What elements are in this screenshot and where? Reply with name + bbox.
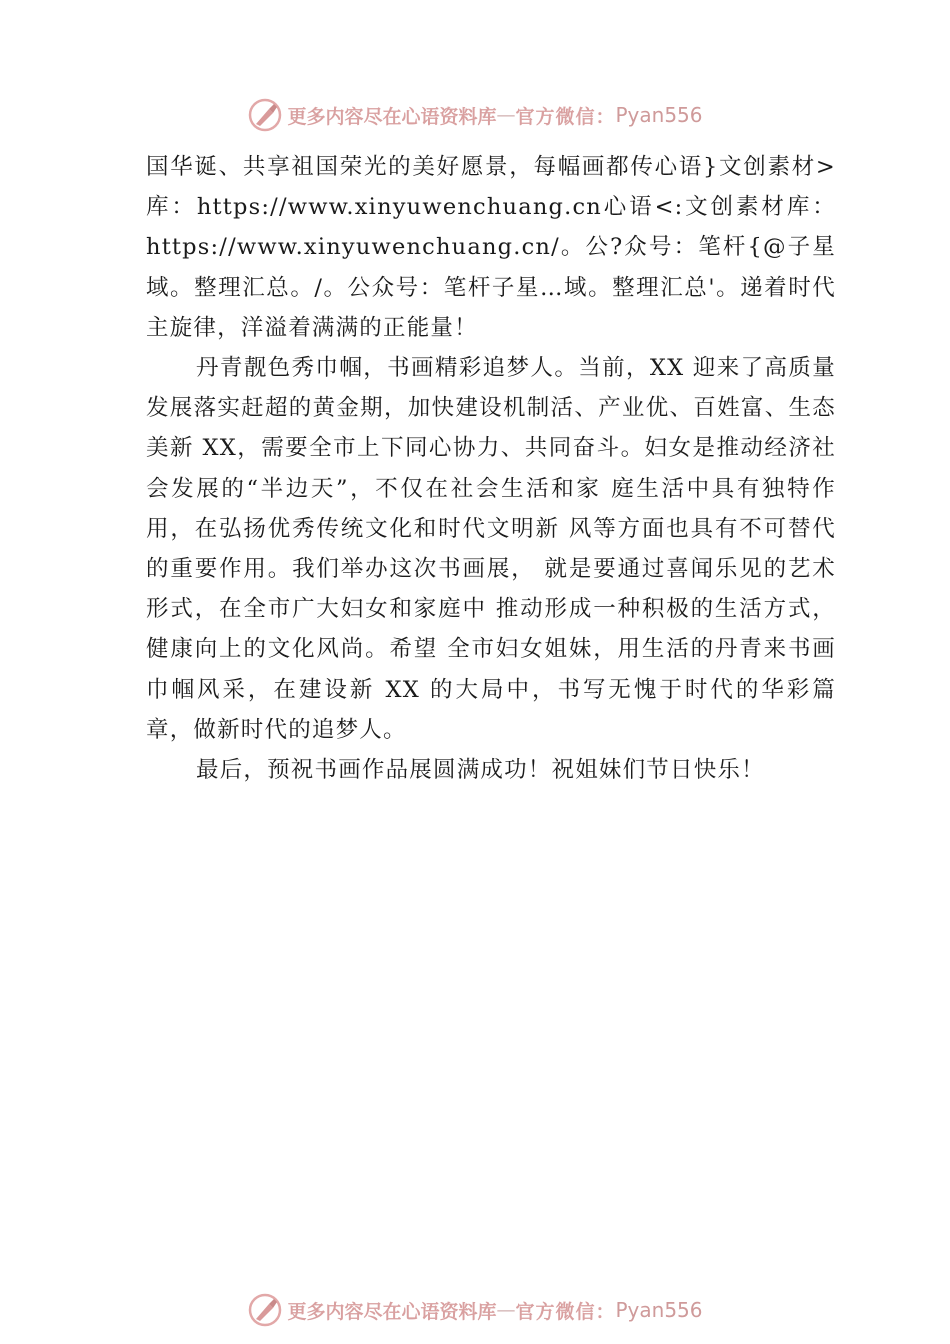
paragraph-1: 国华诞、共享祖国荣光的美好愿景，每幅画都传心语}文创素材>库：https://www.xinyuwenchuang.cn心语<:文创素材库：https://www.xinyuwenchuang.cn/。公?众号：笔杆{@子星域。整理汇总。/。公众号：笔杆子星…域。整理汇总'。递着时代主旋律，洋溢着满满的正能量！ xyxy=(146,154,836,341)
pen-nib-icon xyxy=(247,1292,283,1328)
paragraph-2: 丹青靓色秀巾帼，书画精彩追梦人。当前，XX 迎来了高质量发展落实赶超的黄金期，加快建设机制活、产业优、百姓富、生态美新 XX，需要全市上下同心协力、共同奋斗。妇女是推动经济社会发展的“半边天”，不仅在社会生活和家 庭生活中具有独特作用，在弘扬优秀传统文化和时代文明新 风等方面也具有不可替代的重要作用。我们举办这次书画展， 就是要通过喜闻乐见的艺术形式，在全市广大妇女和家庭中 推动形成一种积极的生活方式，健康向上的文化风尚。希望 全市妇女姐妹，用生活的丹青来书画巾帼风采，在建设新 XX 的大局中，书写无愧于时代的华彩篇章，做新时代的追梦人。 xyxy=(146,355,836,743)
watermark-wechat-label: 官方微信： xyxy=(515,1300,616,1323)
watermark-main-text: 更多内容尽在心语资料库 xyxy=(287,105,497,128)
footer-watermark xyxy=(0,1290,950,1330)
watermark-wechat-id: Pyan556 xyxy=(615,103,703,127)
watermark-wechat-label: 官方微信： xyxy=(515,105,616,128)
watermark-wechat-id: Pyan556 xyxy=(615,1298,703,1322)
watermark-separator: — xyxy=(496,104,516,126)
watermark-separator: — xyxy=(496,1299,516,1321)
watermark-main-text: 更多内容尽在心语资料库 xyxy=(287,1300,497,1323)
pen-nib-icon xyxy=(247,97,283,133)
document-body xyxy=(146,147,836,790)
paragraph-3: 最后，预祝书画作品展圆满成功！祝姐妹们节日快乐！ xyxy=(196,757,765,784)
header-watermark xyxy=(0,95,950,135)
